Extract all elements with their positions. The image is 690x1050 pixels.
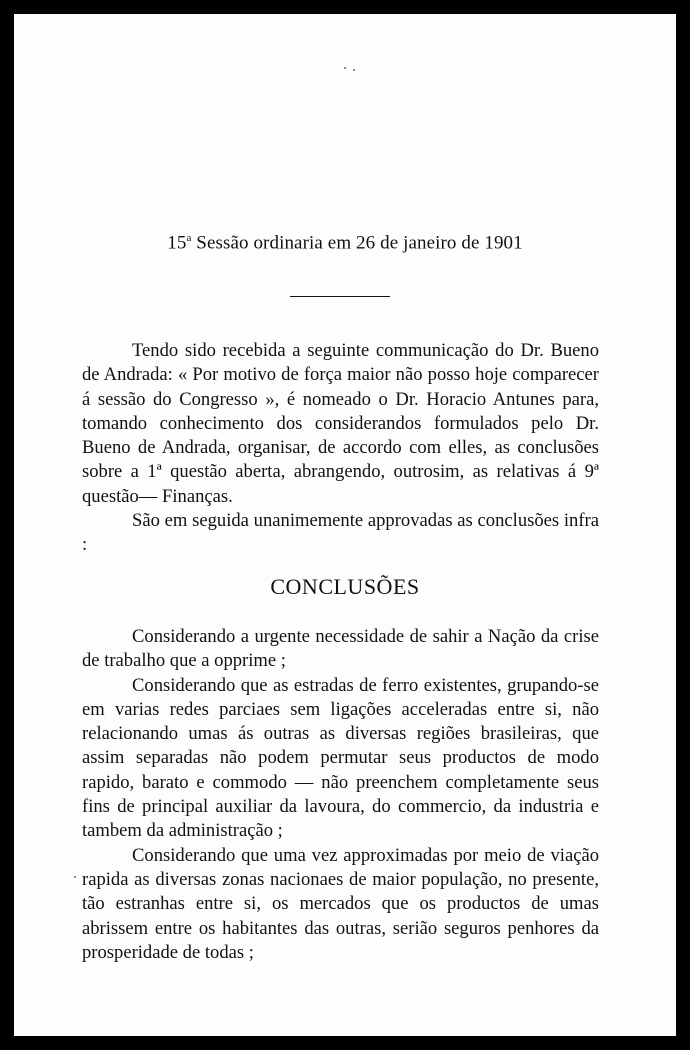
intro-section — [82, 339, 599, 558]
intro-paragraph: Tendo sido recebida a seguinte communicação do Dr. Bueno de Andrada: « Por motivo de força maior não posso hoje comparecer á sessão do Congresso », é nomeado o Dr. Horacio Antunes para, tomando conhecimento dos considerandos formulados pelo Dr. Bueno de Andrada, organisar, de accordo com elles, as conclusões sobre a 1ª questão aberta, abrangendo, outrosim, as relativas á 9ª questão— Finanças. — [82, 340, 599, 507]
session-number: 15 — [167, 232, 187, 254]
conclusions-heading: CONCLUSÕES — [270, 574, 420, 599]
conclusion-paragraph: Considerando que uma vez approximadas por meio de viação rapida as diversas zonas nacionaes de maior população, no presente, tão estranhas entre si, os mercados que os productos de umas abrissem entre os habitantes das outras, serião seguros penhores da prosperidade de todas ; — [82, 844, 599, 963]
title-divider — [290, 296, 390, 297]
session-number-superscript: a — [186, 232, 192, 244]
conclusion-paragraph: Considerando a urgente necessidade de sahir a Nação da crise de trabalho que a opprime ; — [82, 626, 599, 672]
session-title-text: Sessão ordinaria em 26 de janeiro de 1901 — [196, 232, 523, 254]
conclusions-section — [82, 625, 599, 965]
speck-mark — [74, 876, 76, 878]
speck-mark — [353, 69, 355, 71]
intro-paragraph: São em seguida unanimemente approvadas as conclusões infra : — [82, 510, 599, 556]
speck-mark — [344, 67, 346, 69]
session-title — [14, 232, 676, 254]
document-page — [14, 14, 676, 1036]
conclusion-paragraph: Considerando que as estradas de ferro existentes, grupando-se em varias redes parciaes sem ligações acceleradas entre si, não relacionando umas ás outras as diversas regiões brasileiras, que assim separadas não podem permutar seus productos de modo rapido, barato e commodo — não preenchem completamente seus fins de principal auxiliar da lavoura, do commercio, da industria e tambem da administração ; — [82, 674, 599, 842]
